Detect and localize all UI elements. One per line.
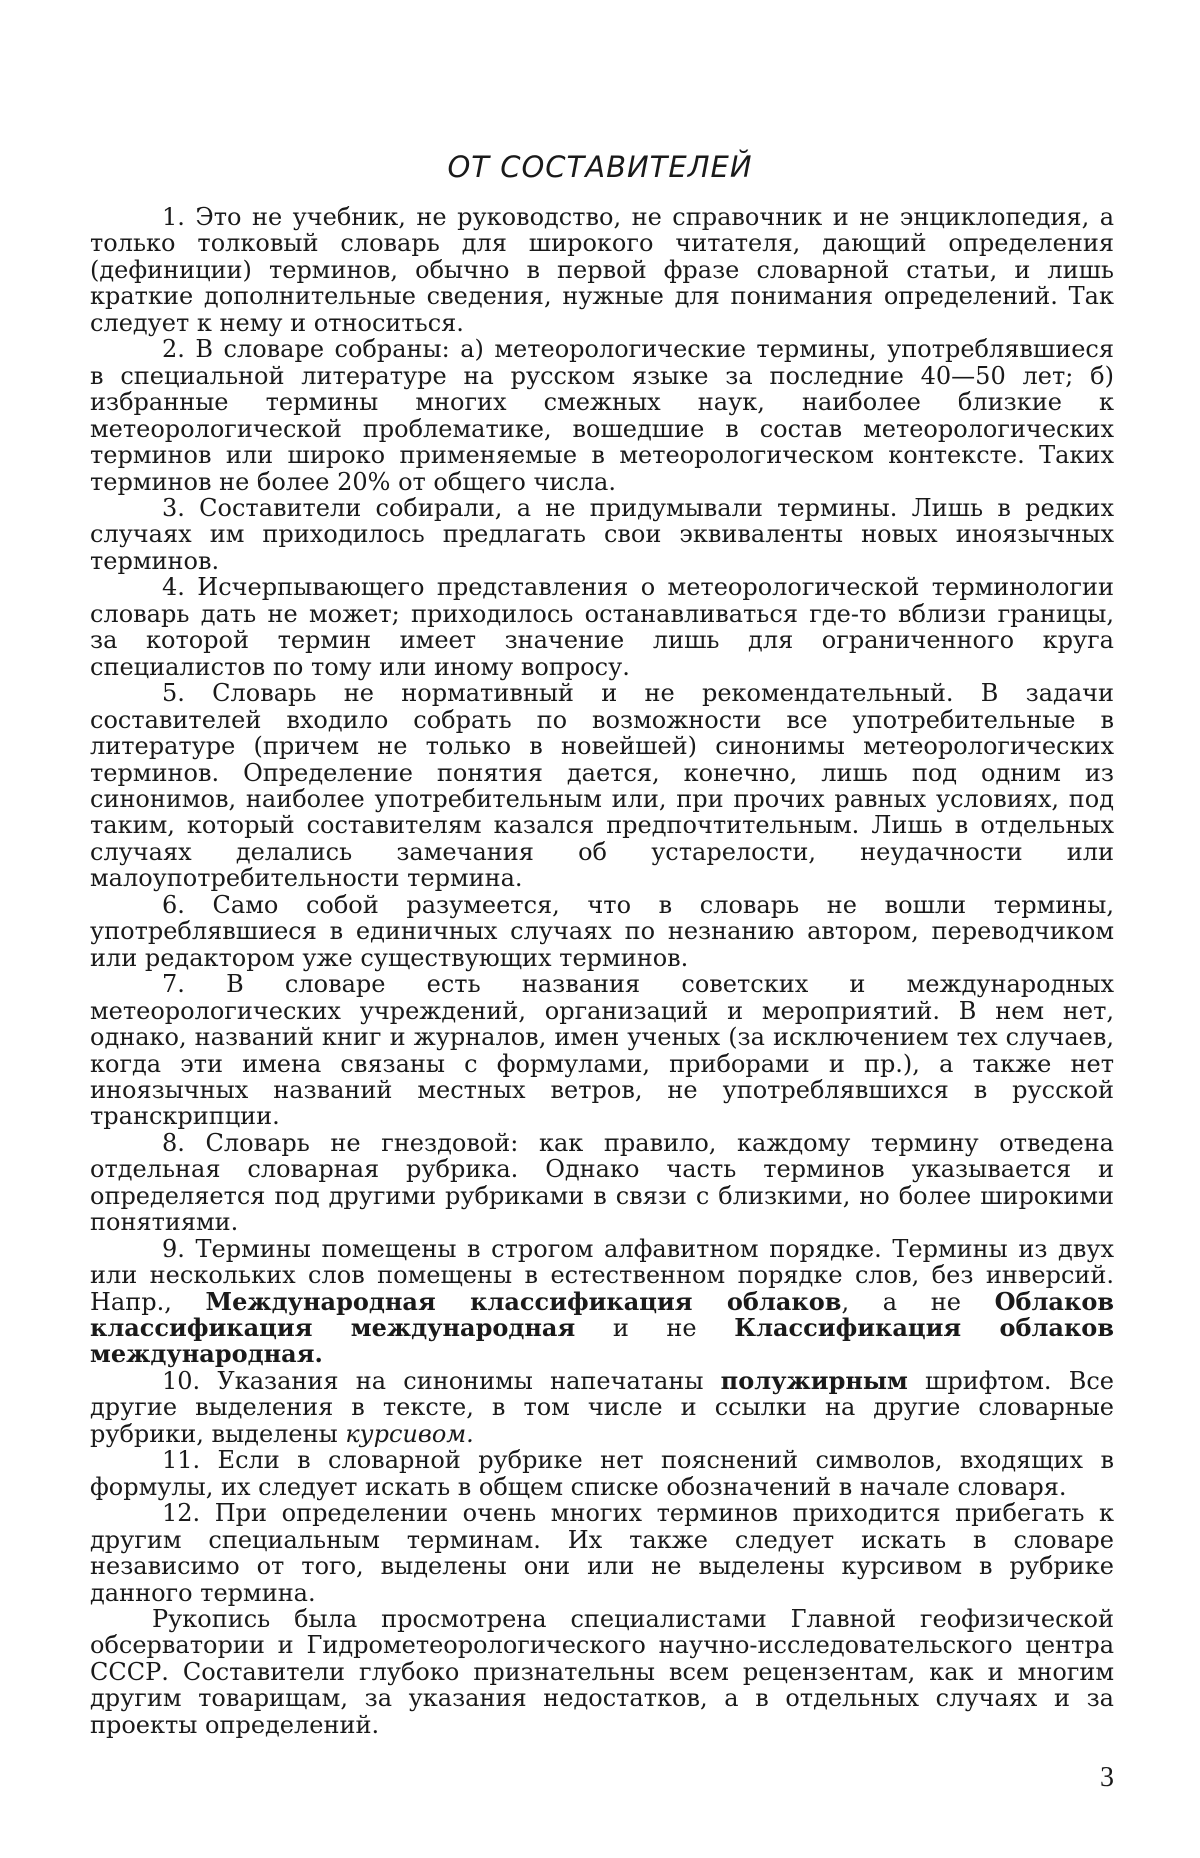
paragraph-text: 1. Это не учебник, не руководство, не справочник и не энциклопедия, а только толковый словарь для широкого читателя, дающий определения (дефиниции) терминов, обычно в первой фразе словарной статьи, и лишь краткие дополнительные сведения, нужные для понимания определений. Так следует к нему и относиться. <box>90 203 1114 337</box>
numbered-paragraph <box>90 1447 1114 1500</box>
bold-term: полужирным <box>721 1366 908 1395</box>
paragraph-text: 4. Исчерпывающего представления о метеорологической терминологии словарь дать не может; приходилось останавливаться где-то вблизи границы, за которой термин имеет значение лишь для ограниченного круга специалистов по тому или иному вопросу. <box>90 573 1114 680</box>
numbered-paragraph <box>90 495 1114 574</box>
bold-term: Международная классификация облаков <box>206 1287 842 1316</box>
bold-term: Облаков классификация международная <box>90 1287 1114 1342</box>
numbered-paragraph <box>90 1368 1114 1447</box>
paragraph-text: 7. В словаре есть названия советских и международных метеорологических учреждений, организаций и мероприятий. В нем нет, однако, названий книг и журналов, имен ученых (за исключением тех случаев, когда эти имена связаны с формулами, приборами и пр.), а также нет иноязычных названий местных ветров, не употреблявшихся в русской транскрипции. <box>90 970 1114 1130</box>
numbered-paragraph <box>90 971 1114 1130</box>
paragraph-text: 9. Термины помещены в строгом алфавитном порядке. Термины из двух или нескольких слов помещены в естественном порядке слов, без инверсий. Напр., <box>90 1235 1114 1316</box>
paragraph-text: 11. Если в словарной рубрике нет пояснений символов, входящих в формулы, их следует искать в общем списке обозначений в начале словаря. <box>90 1446 1114 1500</box>
paragraph-text: 2. В словаре собраны: а) метеорологические термины, употреблявшиеся в специальной литературе на русском языке за последние 40—50 лет; б) избранные термины многих смежных наук, наиболее близкие к метеорологической проблематике, вошедшие в состав метеорологических терминов или широко применяемые в метеорологическом контексте. Таких терминов не более 20% от общего числа. <box>90 335 1114 495</box>
paragraph-text: 6. Само собой разумеется, что в словарь не вошли термины, употреблявшиеся в единичных случаях по незнанию автором, переводчиком или редактором уже существующих терминов. <box>90 891 1114 972</box>
paragraph-text: шрифтом. Все другие выделения в тексте, в том числе и ссылки на другие словарные рубрики, выделены <box>90 1367 1114 1448</box>
numbered-paragraph <box>90 574 1114 680</box>
acknowledgement-paragraph <box>90 1606 1114 1738</box>
numbered-paragraph <box>90 892 1114 971</box>
paragraph-text: 5. Словарь не нормативный и не рекомендательный. В задачи составителей входило собрать по возможности все употребительные в литературе (причем не только в новейшей) синонимы метеорологических терминов. Определение понятия дается, конечно, лишь под одним из синонимов, наиболее употребительным или, при прочих равных условиях, под таким, который составителям казался предпочтительным. Лишь в отдельных случаях делались замечания об устарелости, неудачности или малоупотребительности термина. <box>90 679 1114 892</box>
numbered-paragraph <box>90 336 1114 495</box>
paragraph-text: 10. Указания на синонимы напечатаны <box>162 1367 721 1395</box>
paragraph-text: 12. При определении очень многих терминов приходится прибегать к другим специальным терминам. Их также следует искать в словаре независимо от того, выделены они или не выделены курсивом в рубрике данного термина. <box>90 1499 1114 1606</box>
numbered-paragraph <box>90 680 1114 892</box>
page-title: ОТ СОСТАВИТЕЛЕЙ <box>0 150 1200 184</box>
numbered-paragraph <box>90 1500 1114 1606</box>
paragraph-text: , а не <box>841 1288 994 1316</box>
paragraph-text: и не <box>575 1314 734 1342</box>
numbered-paragraph <box>90 1236 1114 1368</box>
paragraph-text: 8. Словарь не гнездовой: как правило, каждому термину отведена отдельная словарная рубрика. Однако часть терминов указывается и определяется под другими рубриками в связи с близкими, но более широкими понятиями. <box>90 1129 1114 1236</box>
document-page <box>0 0 1200 1858</box>
numbered-paragraph <box>90 1130 1114 1236</box>
bold-term: Классификация облаков международная. <box>90 1313 1114 1368</box>
paragraph-text: Рукопись была просмотрена специалистами Главной геофизической обсерватории и Гидрометеорологического научно-исследовательского центра СССР. Составители глубоко признательны всем рецензентам, как и многим другим товарищам, за указания недостатков, а в отдельных случаях и за проекты определений. <box>90 1605 1114 1739</box>
page-number: 3 <box>1100 1762 1114 1794</box>
numbered-paragraph <box>90 204 1114 336</box>
italic-text: курсивом. <box>345 1420 473 1448</box>
document-body <box>90 204 1114 1738</box>
paragraph-text: 3. Составители собирали, а не придумывали термины. Лишь в редких случаях им приходилось предлагать свои эквиваленты новых иноязычных терминов. <box>90 494 1114 575</box>
